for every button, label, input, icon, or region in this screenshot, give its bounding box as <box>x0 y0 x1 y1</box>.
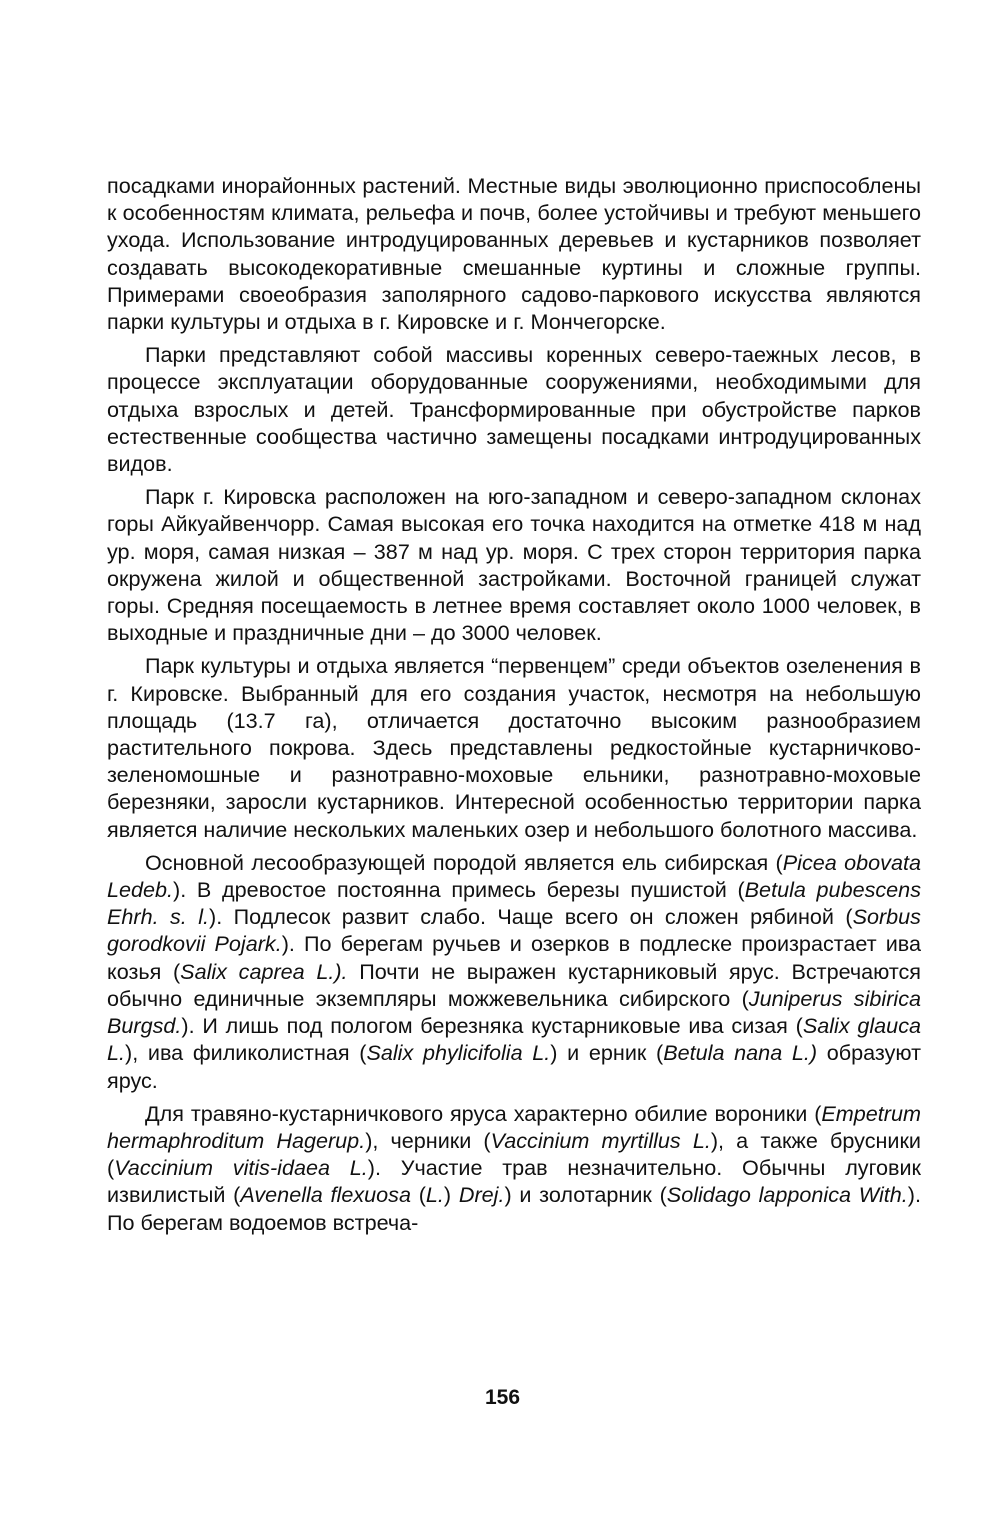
paragraph <box>107 172 921 335</box>
latin-name: L. <box>425 1182 444 1208</box>
text-run: Для травяно-кустарничкового яруса характерно обилие вороники ( <box>145 1100 822 1126</box>
page-number: 156 <box>484 1386 521 1409</box>
text-run: ) и ерник ( <box>550 1040 664 1066</box>
text-run: ). Участие трав незначительно. Обычны луговик извилистый ( <box>107 1155 921 1208</box>
latin-name: Solidago lapponica With. <box>666 1182 908 1208</box>
latin-name: Empetrum hermaphroditum Hagerup. <box>107 1100 921 1153</box>
text-run: ), черники ( <box>365 1127 491 1153</box>
paragraph <box>107 483 921 646</box>
text-run: ) и золотарник ( <box>504 1182 667 1208</box>
body-text <box>107 172 921 1242</box>
paragraph <box>107 652 921 842</box>
text-run: ). По берегам ручьев и озерков в подлеске произрастает ива козья ( <box>107 931 921 984</box>
paragraph <box>107 849 921 1094</box>
text-run: посадками инорайонных растений. Местные виды эволюционно приспособлены к особенностям климата, рельефа и почв, более устойчивы и требуют меньшего ухода. Использование интродуцированных деревьев и кустарников позволяет создавать высокодекоративные смешанные куртины и сложные группы. Примерами своеобразия заполярного садово-паркового искусства являются парки культуры и отдыха в г. Кировске и г. Мончегорске. <box>107 173 921 335</box>
text-run: ( <box>410 1182 426 1208</box>
text-run: ). По берегам водоемов встреча- <box>107 1182 921 1235</box>
text-run: Парк культуры и отдыха является “первенцем” среди объектов озеленения в г. Кировске. Выбранный для его создания участок, несмотря на небольшую площадь (13.7 га), отличается достаточно высоким разнообразием растительного покрова. Здесь представлены редкостойные кустарничково-зеленомошные и разнотравно-моховые ельники, разнотравно-моховые березняки, заросли кустарников. Интересной особенностью территории парка является наличие нескольких маленьких озер и небольшого болотного массива. <box>107 653 921 842</box>
latin-name: Drej. <box>458 1182 505 1208</box>
latin-name: Juniperus sibirica Burgsd. <box>107 985 921 1039</box>
latin-name: Picea obovata Ledeb. <box>107 849 921 903</box>
latin-name: Betula nana L.) <box>663 1040 818 1066</box>
latin-name: Vaccinium vitis-idaea L. <box>114 1155 368 1181</box>
latin-name: Salix caprea L.). <box>180 958 348 984</box>
text-run: ). И лишь под пологом березняка кустарниковые ива сизая ( <box>181 1013 803 1039</box>
latin-name: Salix glauca L. <box>107 1013 922 1066</box>
text-run: ), ива филиколистная ( <box>125 1040 367 1066</box>
latin-name: Betula pubescens Ehrh. s. l. <box>107 877 921 930</box>
text-run: ). В древостое постоянна примесь березы пушистой ( <box>173 877 745 903</box>
text-run: ), а также брусники ( <box>107 1127 921 1181</box>
text-run: Основной лесообразующей породой является ель сибирская ( <box>145 849 783 875</box>
text-run: ) <box>443 1182 459 1208</box>
text-run: ). Подлесок развит слабо. Чаще всего он сложен рябиной ( <box>209 904 853 930</box>
text-run: Парки представляют собой массивы коренных северо-таежных лесов, в процессе эксплуатации оборудованные сооружениями, необходимыми для отдыха взрослых и детей. Трансформированные при обустройстве парков естественные сообщества частично замещены посадками интродуцированных видов. <box>107 342 921 477</box>
text-run: Парк г. Кировска расположен на юго-западном и северо-западном склонах горы Айкуайвенчорр. Самая высокая его точка находится на отметке 418 м над ур. моря, самая низкая – 387 м над ур. моря. С трех сторон территория парка окружена жилой и общественной застройками. Восточной границей служат горы. Средняя посещаемость в летнее время составляет около 1000 человек, в выходные и праздничные дни – до 3000 человек. <box>107 484 921 646</box>
latin-name: Avenella flexuosa <box>240 1182 411 1208</box>
latin-name: Salix phylicifolia L. <box>366 1040 551 1066</box>
text-run: Почти не выражен кустарниковый ярус. Встречаются обычно единичные экземпляры можжевельника сибирского ( <box>107 958 921 1011</box>
paragraph <box>107 1100 921 1236</box>
paragraph <box>107 341 921 477</box>
latin-name: Sorbus gorodkovii Pojark. <box>107 904 921 957</box>
text-run: образуют ярус. <box>107 1040 922 1093</box>
latin-name: Vaccinium myrtillus L. <box>490 1127 711 1153</box>
